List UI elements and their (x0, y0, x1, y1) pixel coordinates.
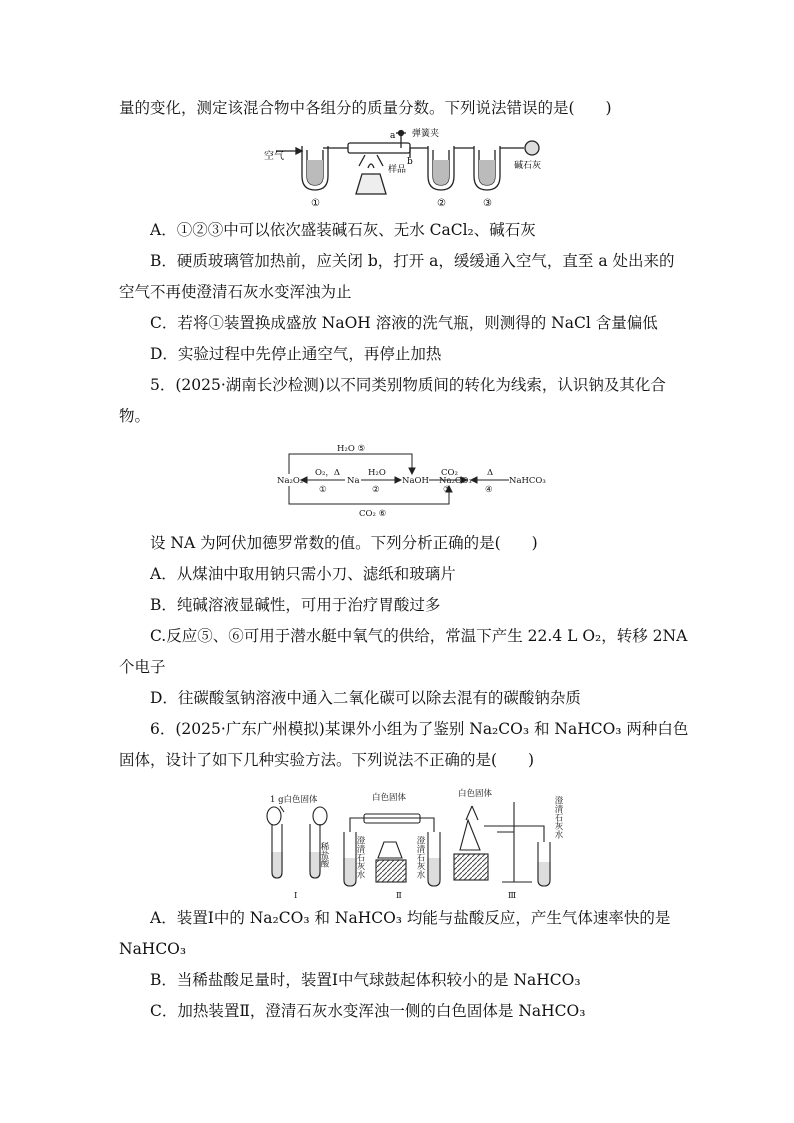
text-line: 量的变化，测定该混合物中各组分的质量分数。下列说法错误的是( ) (119, 99, 612, 117)
text-line: D．往碳酸氢钠溶液中通入二氧化碳可以除去混有的碳酸钠杂质 (150, 689, 581, 707)
label-na: Na (347, 476, 360, 486)
text-line: 空气不再使澄清石灰水变浑浊为止 (119, 283, 352, 301)
label-white-solid-2: 白色固体 (372, 793, 407, 803)
reaction-1: ① (319, 485, 327, 495)
cond-2: H₂O (368, 468, 386, 478)
label-tube-1: ① (311, 198, 320, 209)
label-setup-2: Ⅱ (396, 891, 402, 901)
label-sample: 样品 (388, 165, 407, 175)
cond-4: Δ (487, 468, 494, 478)
text-line: C.反应⑤、⑥可用于潜水艇中氧气的供给，常温下产生 22.4 L O₂，转移 2NA (150, 627, 688, 645)
label-white-solid-3: 白色固体 (458, 789, 493, 799)
text-line: D．实验过程中先停止通空气，再停止加热 (150, 345, 442, 363)
label-na2o2: Na₂O₂ (277, 476, 304, 486)
label-a: a (390, 131, 396, 141)
label-setup-1: Ⅰ (294, 891, 298, 901)
label-setup-3: Ⅲ (508, 891, 517, 901)
label-tube-2: ② (437, 198, 446, 209)
apparatus-figure-3 (262, 782, 582, 900)
text-line: C．加热装置Ⅱ，澄清石灰水变浑浊一侧的白色固体是 NaHCO₃ (150, 1002, 586, 1020)
label-1g-solid: 1 g白色固体 (270, 795, 318, 805)
text-line: A．装置Ⅰ中的 Na₂CO₃ 和 NaHCO₃ 均能与盐酸反应，产生气体速率快的是 (150, 909, 671, 927)
label-sodalime: 碱石灰 (514, 161, 542, 171)
cond-5: H₂O ⑤ (337, 444, 366, 454)
text-line: 5．(2025·湖南长沙检测)以不同类别物质间的转化为线索，认识钠及其化合 (150, 376, 666, 394)
conversion-scheme (277, 440, 547, 520)
cond-6: CO₂ ⑥ (359, 509, 387, 519)
text-line: 物。 (119, 407, 151, 425)
label-naoh: NaOH (402, 476, 429, 486)
label-na2co3: Na₂CO₃ (439, 476, 472, 486)
label-air: 空气 (264, 151, 284, 162)
text-line: 个电子 (119, 658, 166, 676)
apparatus-diagram-1 (262, 124, 552, 210)
reaction-4: ④ (485, 485, 493, 495)
cond-1: O₂，Δ (315, 468, 341, 478)
text-line: B．当稀盐酸足量时，装置Ⅰ中气球鼓起体积较小的是 NaHCO₃ (150, 971, 581, 989)
text-line: C．若将①装置换成盛放 NaOH 溶液的洗气瓶，则测得的 NaCl 含量偏低 (150, 314, 658, 332)
apparatus-diagram-3 (262, 782, 582, 900)
label-clamp: 弹簧夹 (412, 129, 440, 139)
label-tube-3: ③ (483, 198, 492, 209)
reaction-2: ② (372, 485, 380, 495)
reaction-3: ③ (443, 485, 451, 495)
text-line: A．①②③中可以依次盛装碱石灰、无水 CaCl₂、碱石灰 (150, 221, 536, 239)
label-limewater-3: 澄清石灰水 (553, 796, 563, 839)
label-limewater-2a: 澄清石灰水 (355, 836, 365, 879)
text-line: A．从煤油中取用钠只需小刀、滤纸和玻璃片 (150, 565, 456, 583)
text-line: 固体，设计了如下几种实验方法。下列说法不正确的是( ) (119, 751, 535, 769)
text-line: B．纯碱溶液显碱性，可用于治疗胃酸过多 (150, 596, 441, 614)
text-line: 设 NA 为阿伏加德罗常数的值。下列分析正确的是( ) (150, 534, 538, 552)
text-line: NaHCO₃ (119, 940, 187, 958)
label-b: b (407, 157, 413, 167)
label-nahco3: NaHCO₃ (509, 476, 546, 486)
text-line: B．硬质玻璃管加热前，应关闭 b，打开 a，缓缓通入空气，直至 a 处出来的 (150, 252, 675, 270)
label-dilute-hcl: 稀盐酸 (319, 842, 329, 868)
apparatus-figure-1 (262, 124, 552, 210)
text-line: 6．(2025·广东广州模拟)某课外小组为了鉴别 Na₂CO₃ 和 NaHCO₃ 两种白色 (150, 720, 689, 738)
conversion-diagram (277, 440, 547, 520)
label-limewater-2b: 澄清石灰水 (415, 836, 425, 879)
cond-3: CO₂ (441, 468, 458, 478)
